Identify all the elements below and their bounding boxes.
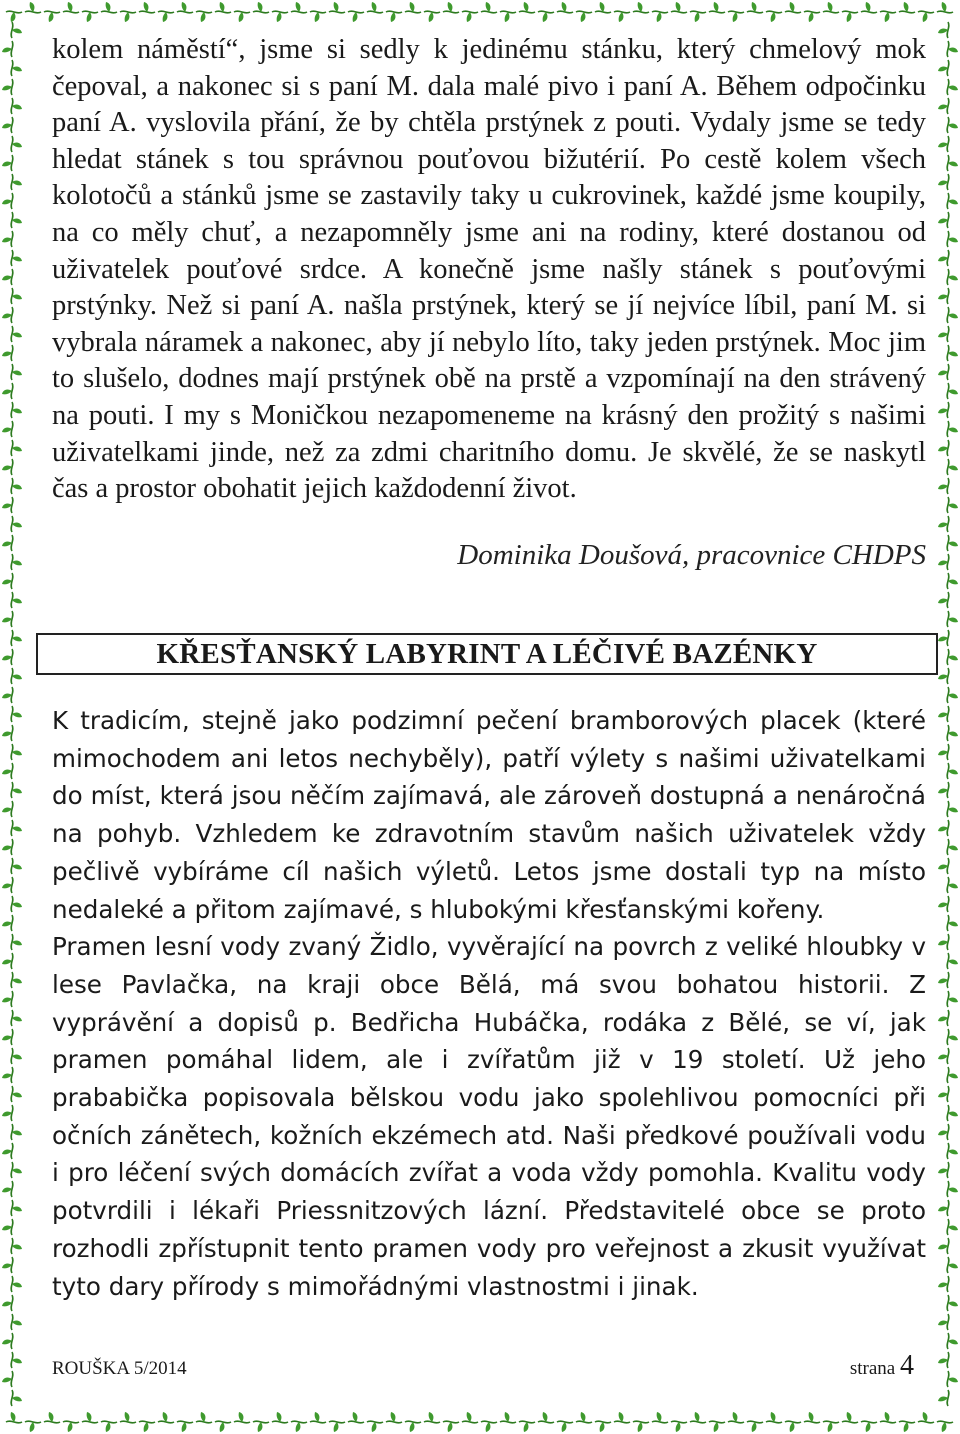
vine-leaf-icon — [158, 11, 174, 22]
vine-leaf-icon — [938, 1086, 949, 1102]
vine-leaf-icon — [938, 98, 949, 114]
article-heading-box — [36, 633, 938, 675]
vine-leaf-icon — [2, 231, 13, 247]
vine-leaf-icon — [728, 11, 744, 22]
article-paragraph-history: Pramen lesní vody zvaný Židlo, vyvěrající na povrch z veliké hloubky v lese Pavlačka, na kraji obce Bělá, má svou bohatou historii. Z vyprávění a dopisů p. Bedřicha Hubáčka, rodáka z Bělé, se ví, jak pramen pomáhal lidem, ale i zvířatům již v 19 století. Už jeho prababička popisovala bělskou vodu jako spolehlivou pomocníci při očních zánětech, kožních ekzémech atd. Naši předkové používali vodu i pro léčení svých domácích zvířat a voda vždy pomohla. Kvalitu vody potvrdili i lékaři Priessnitzových lázní. Představitelé obce se proto rozhodli zpřístupnit tento pramen vody pro veřejnost a zkusit využívat tyto dary přírody s mimořádnými vlastnostmi i jinak. — [52, 932, 926, 1301]
vine-leaf-icon — [11, 1162, 22, 1178]
vine-leaf-icon — [614, 11, 630, 22]
vine-leaf-icon — [139, 1421, 155, 1432]
article-paragraph: kolem náměstí“, jsme si sedly k jedinému stánku, který chmelový mok čepoval, a nakonec si s paní M. dala malé pivo i paní A. Během odpočinku paní A. vyslovila přání, že by chtěla prstýnek z pouti. Vydaly jsme se tedy hledat stánek s tou správnou pouťovou bižutérií. Po cestě kolem všech kolotočů a stánků jsme se zastavily taky u cukrovinek, každé jsme koupily, na co měly chuť, a nezapomněly jsme ani na rodiny, které dostanou od uživatelek pouťové srdce. A konečně jsme našly stánek s pouťovými prstýnky. Než si paní A. našla prstýnek, který se jí nejvíce líbil, paní M. si vybrala náramek a nakonec, aby jí nebylo líto, taky jeden prstýnek. Moc jim to slušelo, dodnes mají prstýnek obě na prstě a vzpomínají na den strávený na pouti. I my s Moničkou nezapomeneme na krásný den prožitý s našimi uživatelkami jinde, než za zdmi charitního domu. Je skvělé, že se naskytl čas a prostor obohatit jejich každodenní život. — [52, 34, 926, 505]
vine-leaf-icon — [747, 2, 763, 13]
vine-leaf-icon — [11, 934, 22, 950]
vine-leaf-icon — [481, 2, 497, 13]
vine-leaf-icon — [367, 2, 383, 13]
vine-leaf-icon — [63, 1421, 79, 1432]
vine-leaf-icon — [177, 1421, 193, 1432]
vine-leaf-icon — [2, 1257, 13, 1273]
vine-leaf-icon — [938, 1390, 949, 1406]
vine-leaf-icon — [2, 611, 13, 627]
vine-leaf-icon — [11, 1314, 22, 1330]
vine-leaf-icon — [938, 288, 949, 304]
vine-leaf-icon — [947, 193, 958, 209]
vine-leaf-icon — [2, 915, 13, 931]
vine-leaf-icon — [2, 1333, 13, 1349]
vine-leaf-icon — [196, 11, 212, 22]
vine-leaf-icon — [938, 478, 949, 494]
vine-leaf-icon — [11, 1390, 22, 1406]
vine-leaf-icon — [2, 839, 13, 855]
article-paragraph-intro: K tradicím, stejně jako podzimní pečení bramborových placek (které mimochodem ani letos nechyběly), patří výlety s našimi uživatelkami do míst, která jsou něčím zajímavá, ale zároveň dostupná a nenáročná na pohyb. Vzhledem ke zdravotním stavům našich uživatelek vždy pečlivě vybíráme cíl našich výletů. Letos jsme dostali typ na místo nedaleké a přitom zajímavé, s hlubokými křesťanskými kořeny. — [52, 706, 926, 924]
vine-leaf-icon — [766, 1412, 782, 1423]
vine-leaf-icon — [11, 288, 22, 304]
vine-leaf-icon — [11, 668, 22, 684]
vine-leaf-icon — [728, 1412, 744, 1423]
vine-leaf-icon — [938, 174, 949, 190]
vine-leaf-icon — [11, 706, 22, 722]
vine-leaf-icon — [947, 953, 958, 969]
vine-leaf-icon — [462, 1412, 478, 1423]
vine-leaf-icon — [2, 687, 13, 703]
vine-leaf-icon — [11, 98, 22, 114]
vine-leaf-icon — [938, 1352, 949, 1368]
vine-leaf-icon — [2, 1143, 13, 1159]
vine-leaf-icon — [938, 668, 949, 684]
vine-leaf-icon — [443, 2, 459, 13]
vine-leaf-icon — [11, 364, 22, 380]
vine-leaf-icon — [11, 60, 22, 76]
vine-leaf-icon — [405, 2, 421, 13]
vine-leaf-icon — [938, 592, 949, 608]
vine-leaf-icon — [2, 1029, 13, 1045]
page-number: 4 — [900, 1350, 914, 1381]
vine-leaf-icon — [2, 877, 13, 893]
vine-leaf-icon — [938, 364, 949, 380]
vine-leaf-icon — [947, 41, 958, 57]
vine-leaf-icon — [947, 839, 958, 855]
vine-leaf-icon — [310, 11, 326, 22]
vine-leaf-icon — [938, 896, 949, 912]
vine-leaf-icon — [785, 2, 801, 13]
vine-leaf-icon — [652, 11, 668, 22]
vine-leaf-icon — [63, 2, 79, 13]
vine-leaf-icon — [11, 972, 22, 988]
vine-leaf-icon — [938, 554, 949, 570]
vine-leaf-icon — [196, 1412, 212, 1423]
vine-leaf-icon — [120, 11, 136, 22]
vine-leaf-icon — [11, 1124, 22, 1140]
vine-leaf-icon — [253, 2, 269, 13]
vine-leaf-icon — [947, 1333, 958, 1349]
vine-leaf-icon — [101, 2, 117, 13]
vine-leaf-icon — [709, 2, 725, 13]
issue-label: ROUŠKA 5/2014 — [52, 1358, 187, 1379]
vine-leaf-icon — [424, 11, 440, 22]
vine-leaf-icon — [690, 1412, 706, 1423]
vine-leaf-icon — [6, 11, 22, 22]
vine-leaf-icon — [557, 1421, 573, 1432]
vine-leaf-icon — [709, 1421, 725, 1432]
vine-leaf-icon — [44, 11, 60, 22]
vine-leaf-icon — [880, 1412, 896, 1423]
vine-leaf-icon — [842, 11, 858, 22]
vine-leaf-icon — [671, 1421, 687, 1432]
vine-leaf-icon — [947, 725, 958, 741]
page-word: strana — [849, 1358, 896, 1379]
vine-leaf-icon — [329, 2, 345, 13]
vine-leaf-icon — [25, 1421, 41, 1432]
vine-leaf-icon — [938, 1124, 949, 1140]
vine-leaf-icon — [938, 250, 949, 266]
vine-leaf-icon — [947, 383, 958, 399]
vine-leaf-icon — [2, 193, 13, 209]
vine-leaf-icon — [947, 877, 958, 893]
vine-leaf-icon — [291, 2, 307, 13]
vine-leaf-icon — [595, 2, 611, 13]
vine-leaf-icon — [11, 592, 22, 608]
vine-leaf-icon — [234, 11, 250, 22]
vine-leaf-icon — [938, 706, 949, 722]
vine-leaf-icon — [937, 2, 953, 13]
vine-leaf-icon — [11, 22, 22, 38]
vine-leaf-icon — [2, 155, 13, 171]
vine-leaf-icon — [11, 212, 22, 228]
vine-leaf-icon — [11, 1086, 22, 1102]
author-signature: Dominika Doušová, pracovnice CHDPS — [457, 538, 926, 571]
page-indicator — [850, 1350, 914, 1382]
vine-leaf-icon — [947, 269, 958, 285]
vine-leaf-icon — [947, 231, 958, 247]
vine-leaf-icon — [2, 953, 13, 969]
vine-leaf-icon — [938, 402, 949, 418]
vine-leaf-icon — [947, 991, 958, 1007]
vine-leaf-icon — [11, 1276, 22, 1292]
vine-leaf-icon — [2, 1181, 13, 1197]
vine-leaf-icon — [938, 516, 949, 532]
vine-leaf-icon — [766, 11, 782, 22]
vine-leaf-icon — [938, 630, 949, 646]
vine-leaf-icon — [82, 1412, 98, 1423]
vine-leaf-icon — [947, 649, 958, 665]
vine-leaf-icon — [2, 307, 13, 323]
vine-leaf-icon — [938, 820, 949, 836]
vine-leaf-icon — [348, 1412, 364, 1423]
vine-leaf-icon — [2, 573, 13, 589]
vine-leaf-icon — [938, 60, 949, 76]
vine-leaf-icon — [2, 117, 13, 133]
vine-leaf-icon — [2, 497, 13, 513]
vine-leaf-icon — [139, 2, 155, 13]
vine-leaf-icon — [937, 1421, 953, 1432]
vine-leaf-icon — [671, 2, 687, 13]
vine-leaf-icon — [11, 1352, 22, 1368]
vine-leaf-icon — [947, 535, 958, 551]
vine-leaf-icon — [2, 649, 13, 665]
vine-leaf-icon — [842, 1412, 858, 1423]
vine-leaf-icon — [481, 1421, 497, 1432]
vine-leaf-icon — [947, 1143, 958, 1159]
vine-leaf-icon — [234, 1412, 250, 1423]
vine-leaf-icon — [633, 2, 649, 13]
vine-leaf-icon — [880, 11, 896, 22]
vine-leaf-icon — [947, 497, 958, 513]
vine-leaf-icon — [538, 1412, 554, 1423]
vine-leaf-icon — [947, 459, 958, 475]
vine-leaf-icon — [947, 763, 958, 779]
vine-leaf-icon — [2, 801, 13, 817]
vine-leaf-icon — [424, 1412, 440, 1423]
vine-leaf-icon — [2, 79, 13, 95]
vine-leaf-icon — [310, 1412, 326, 1423]
vine-leaf-icon — [101, 1421, 117, 1432]
vine-leaf-icon — [557, 2, 573, 13]
vine-leaf-icon — [2, 345, 13, 361]
vine-leaf-icon — [2, 1371, 13, 1387]
vine-leaf-icon — [11, 554, 22, 570]
vine-leaf-icon — [272, 1412, 288, 1423]
vine-leaf-icon — [947, 155, 958, 171]
vine-leaf-icon — [938, 1048, 949, 1064]
article-body — [52, 702, 926, 1305]
vine-leaf-icon — [938, 972, 949, 988]
vine-leaf-icon — [11, 516, 22, 532]
vine-leaf-icon — [348, 11, 364, 22]
vine-leaf-icon — [899, 1421, 915, 1432]
vine-leaf-icon — [938, 934, 949, 950]
vine-leaf-icon — [823, 1421, 839, 1432]
vine-leaf-icon — [11, 136, 22, 152]
vine-leaf-icon — [6, 1412, 22, 1423]
vine-leaf-icon — [861, 1421, 877, 1432]
vine-leaf-icon — [861, 2, 877, 13]
vine-leaf-icon — [215, 2, 231, 13]
vine-leaf-icon — [11, 250, 22, 266]
vine-leaf-icon — [938, 1276, 949, 1292]
vine-leaf-icon — [823, 2, 839, 13]
vine-leaf-icon — [120, 1412, 136, 1423]
vine-leaf-icon — [804, 1412, 820, 1423]
article-heading: KŘESŤANSKÝ LABYRINT A LÉČIVÉ BAZÉNKY — [156, 637, 818, 670]
vine-leaf-icon — [367, 1421, 383, 1432]
vine-leaf-icon — [947, 1371, 958, 1387]
vine-leaf-icon — [11, 326, 22, 342]
vine-leaf-icon — [576, 11, 592, 22]
vine-leaf-icon — [938, 782, 949, 798]
vine-leaf-icon — [177, 2, 193, 13]
vine-leaf-icon — [938, 22, 949, 38]
vine-leaf-icon — [595, 1421, 611, 1432]
vine-leaf-icon — [11, 1048, 22, 1064]
vine-leaf-icon — [747, 1421, 763, 1432]
vine-leaf-icon — [947, 1181, 958, 1197]
vine-leaf-icon — [938, 136, 949, 152]
vine-leaf-icon — [11, 630, 22, 646]
vine-leaf-icon — [947, 345, 958, 361]
vine-leaf-icon — [158, 1412, 174, 1423]
vine-leaf-icon — [2, 1219, 13, 1235]
vine-leaf-icon — [253, 1421, 269, 1432]
vine-leaf-icon — [500, 11, 516, 22]
vine-leaf-icon — [938, 212, 949, 228]
vine-leaf-icon — [2, 535, 13, 551]
vine-leaf-icon — [633, 1421, 649, 1432]
vine-leaf-icon — [899, 2, 915, 13]
vine-leaf-icon — [2, 763, 13, 779]
vine-leaf-icon — [405, 1421, 421, 1432]
vine-leaf-icon — [82, 11, 98, 22]
vine-leaf-icon — [804, 11, 820, 22]
vine-leaf-icon — [462, 11, 478, 22]
vine-leaf-icon — [11, 1200, 22, 1216]
vine-leaf-icon — [690, 11, 706, 22]
vine-leaf-icon — [2, 421, 13, 437]
vine-leaf-icon — [938, 1238, 949, 1254]
vine-leaf-icon — [918, 11, 934, 22]
vine-leaf-icon — [947, 1219, 958, 1235]
vine-leaf-icon — [576, 1412, 592, 1423]
vine-leaf-icon — [25, 2, 41, 13]
vine-leaf-icon — [947, 117, 958, 133]
vine-leaf-icon — [11, 858, 22, 874]
article-continuation — [52, 32, 926, 572]
vine-leaf-icon — [386, 11, 402, 22]
vine-leaf-icon — [2, 41, 13, 57]
vine-leaf-icon — [947, 1067, 958, 1083]
vine-leaf-icon — [947, 611, 958, 627]
vine-leaf-icon — [291, 1421, 307, 1432]
vine-leaf-icon — [2, 1067, 13, 1083]
vine-leaf-icon — [2, 991, 13, 1007]
vine-leaf-icon — [11, 744, 22, 760]
vine-leaf-icon — [44, 1412, 60, 1423]
vine-leaf-icon — [947, 915, 958, 931]
vine-leaf-icon — [947, 1105, 958, 1121]
vine-leaf-icon — [2, 459, 13, 475]
vine-leaf-icon — [947, 1257, 958, 1273]
vine-leaf-icon — [329, 1421, 345, 1432]
vine-leaf-icon — [785, 1421, 801, 1432]
vine-leaf-icon — [11, 1010, 22, 1026]
vine-leaf-icon — [947, 307, 958, 323]
vine-leaf-icon — [443, 1421, 459, 1432]
vine-leaf-icon — [2, 383, 13, 399]
vine-leaf-icon — [947, 573, 958, 589]
vine-leaf-icon — [11, 896, 22, 912]
vine-leaf-icon — [2, 725, 13, 741]
vine-leaf-icon — [519, 2, 535, 13]
vine-leaf-icon — [938, 858, 949, 874]
vine-leaf-icon — [947, 801, 958, 817]
vine-leaf-icon — [614, 1412, 630, 1423]
vine-leaf-icon — [938, 1162, 949, 1178]
vine-leaf-icon — [947, 421, 958, 437]
vine-leaf-icon — [938, 440, 949, 456]
vine-leaf-icon — [11, 174, 22, 190]
vine-leaf-icon — [938, 744, 949, 760]
vine-leaf-icon — [215, 1421, 231, 1432]
vine-leaf-icon — [2, 269, 13, 285]
vine-leaf-icon — [519, 1421, 535, 1432]
vine-leaf-icon — [938, 1200, 949, 1216]
vine-leaf-icon — [11, 1238, 22, 1254]
vine-leaf-icon — [386, 1412, 402, 1423]
vine-leaf-icon — [2, 1295, 13, 1311]
vine-leaf-icon — [272, 11, 288, 22]
vine-leaf-icon — [11, 782, 22, 798]
vine-leaf-icon — [938, 326, 949, 342]
vine-leaf-icon — [947, 1295, 958, 1311]
vine-leaf-icon — [2, 1105, 13, 1121]
vine-leaf-icon — [947, 687, 958, 703]
vine-leaf-icon — [947, 1029, 958, 1045]
vine-leaf-icon — [11, 820, 22, 836]
vine-leaf-icon — [11, 478, 22, 494]
vine-leaf-icon — [947, 79, 958, 95]
vine-leaf-icon — [652, 1412, 668, 1423]
vine-leaf-icon — [918, 1412, 934, 1423]
vine-leaf-icon — [938, 1010, 949, 1026]
vine-leaf-icon — [500, 1412, 516, 1423]
vine-leaf-icon — [938, 1314, 949, 1330]
vine-leaf-icon — [538, 11, 554, 22]
vine-leaf-icon — [11, 402, 22, 418]
vine-leaf-icon — [11, 440, 22, 456]
